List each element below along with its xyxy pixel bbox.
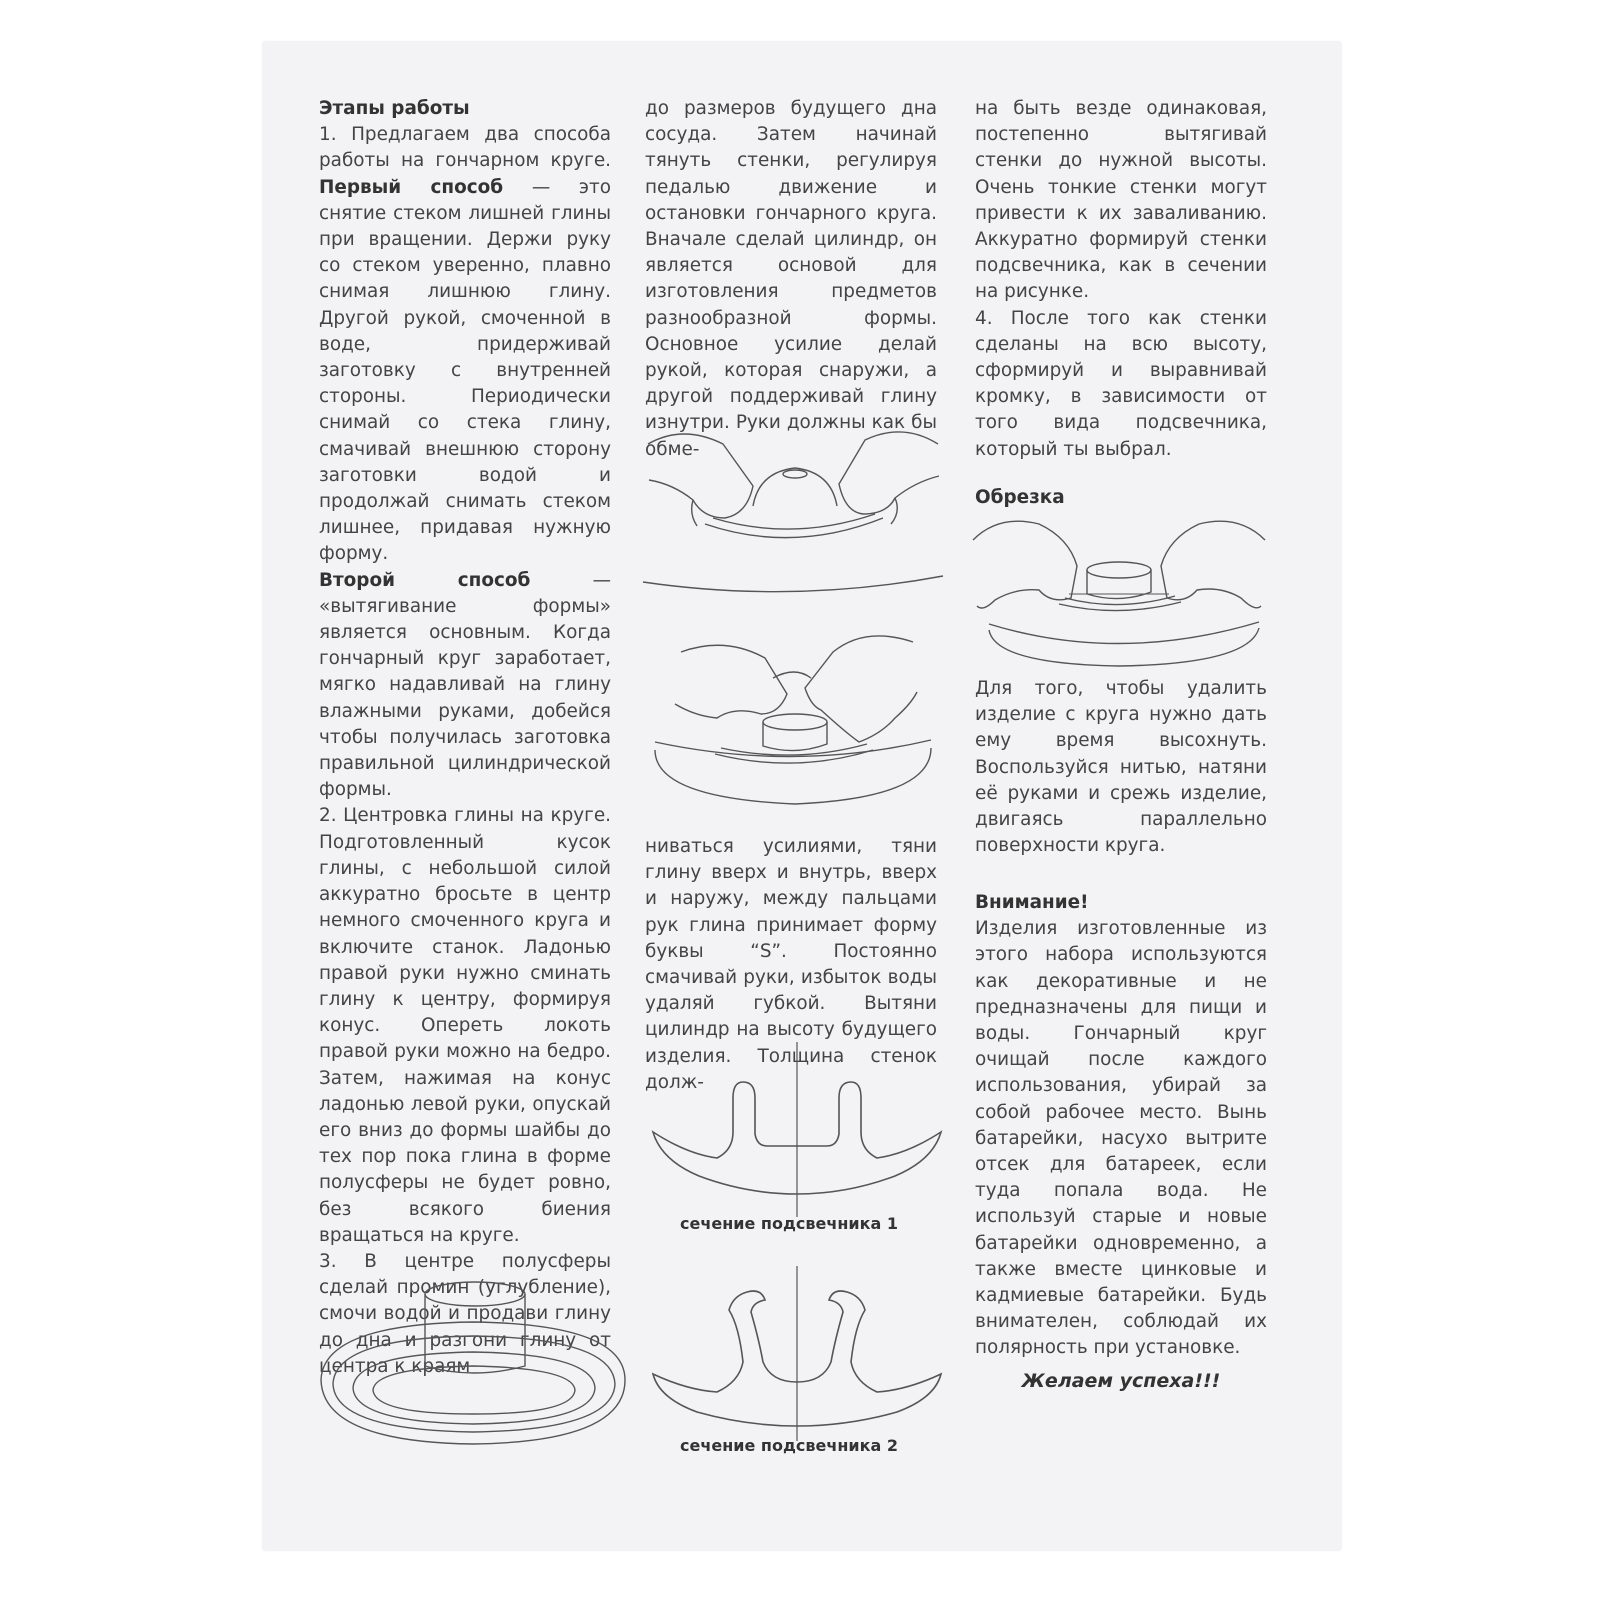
paragraph-pulling-continued: ниваться усилиями, тяни глину вверх и внутрь, вверх и наружу, между пальцами рук глина принимает форму буквы “S”. Постоянно смачивай руки, избыток воды удаляй губкой. Вытяни цилиндр на высоту будущего изделия. Толщина стенок долж- [645,836,937,1093]
column-1 [319,96,611,1380]
column-2-top [645,96,937,463]
paragraph-methods: 1. Предлагаем два способа работы на гончарном круге. Первый способ — это снятие стеком лишней глины при вращении. Держи руку со стеком уверенно, плавно снимая лишнюю глину. Другой рукой, смоченной в воде, придерживай заготовку с внутренней стороны. Периодически снимай со стека глину, смачивай внешнюю сторону заготовки водой и продолжай снимать стеком лишнее, придавая нужную форму. [319,124,611,565]
hands-pressing-illustration [645,622,941,822]
good-luck-text: Желаем успеха!!! [1021,1370,1221,1392]
hands-on-wheel-illustration [643,414,943,604]
attention-heading: Внимание! [975,892,1089,913]
paragraph-walls: на быть везде одинаковая, постепенно вытягивай стенки до нужной высоты. Очень тонкие стенки могут привести к их заваливанию. Аккуратно формируй стенки подсвечника, как в сечении на рисунке. [975,98,1267,303]
trim-heading: Обрезка [975,486,1065,508]
cylinder-on-wheel-illustration [313,1264,633,1464]
paragraph-centering: 2. Центровка глины на круге. Подготовленный кусок глины, с небольшой силой аккуратно бросьте в центр немного смоченного круга и включите станок. Ладонью правой руки нужно сминать глину к центру, формируя конус. Опереть локоть правой руки можно на бедро. Затем, нажимая на конус ладонью левой руки, опускай его вниз до формы шайбы до тех пор пока глина в форме полусферы не будет ровно, без всякого биения вращаться на круге. [319,805,611,1246]
stages-heading: Этапы работы [319,98,470,119]
paragraph-attention: Изделия изготовленные из этого набора используются как декоративные и не предназначены для пищи и воды. Гончарный круг очищай после каждого использования, убирай за собой рабочее место. Вынь батарейки, насухо вытрите отсек для батареек, если туда попала вода. Не используй старые и новые батарейки одновременно, а также вместе цинковые и кадмиевые батарейки. Будь внимателен, соблюдай их полярность при установке. [975,918,1267,1359]
paragraph-second-method: Второй способ — «вытягивание формы» является основным. Когда гончарный круг заработает, мягко надавливай на глину влажными руками, добейся чтобы получилась заготовка правильной цилиндрической формы. [319,569,611,801]
paragraph-hollow: 3. В центре полусферы сделай промин (углубление), смочи водой и продави глину до дна и разгони глину от центра к краям [319,1250,611,1377]
first-method-label: Первый способ [319,176,504,198]
paragraph-rim: 4. После того как стенки сделаны на всю высоту, сформируй и выравнивай кромку, в зависимости от того вида подсвечника, который ты выбрал. [975,307,1267,460]
candlestick-section-1-diagram [647,1042,947,1217]
paragraph-pulling: до размеров будущего дна сосуда. Затем начинай тянуть стенки, регулируя педалью движение и остановки гончарного круга. Вначале сделай цилиндр, он является основой для изготовления предметов разнообразной формы. Основное усилие делай рукой, которая снаружи, а другой поддерживай глину изнутри. Руки должны как бы обме- [645,98,937,460]
hands-cutting-illustration [959,494,1279,664]
section-2-caption: сечение подсвечника 2 [680,1436,898,1455]
column-3-attention [975,890,1267,1362]
instruction-sheet [263,42,1341,1550]
second-method-label: Второй способ [319,569,531,591]
column-3-top [975,96,1267,511]
candlestick-section-2-diagram [647,1266,947,1441]
paragraph-trim: Для того, чтобы удалить изделие с круга нужно дать ему время высохнуть. Воспользуйся нитью, натяни её руками и срежь изделие, двигаясь параллельно поверхности круга. [975,678,1267,857]
column-3-trim [975,676,1267,859]
section-1-caption: сечение подсвечника 1 [680,1214,898,1233]
